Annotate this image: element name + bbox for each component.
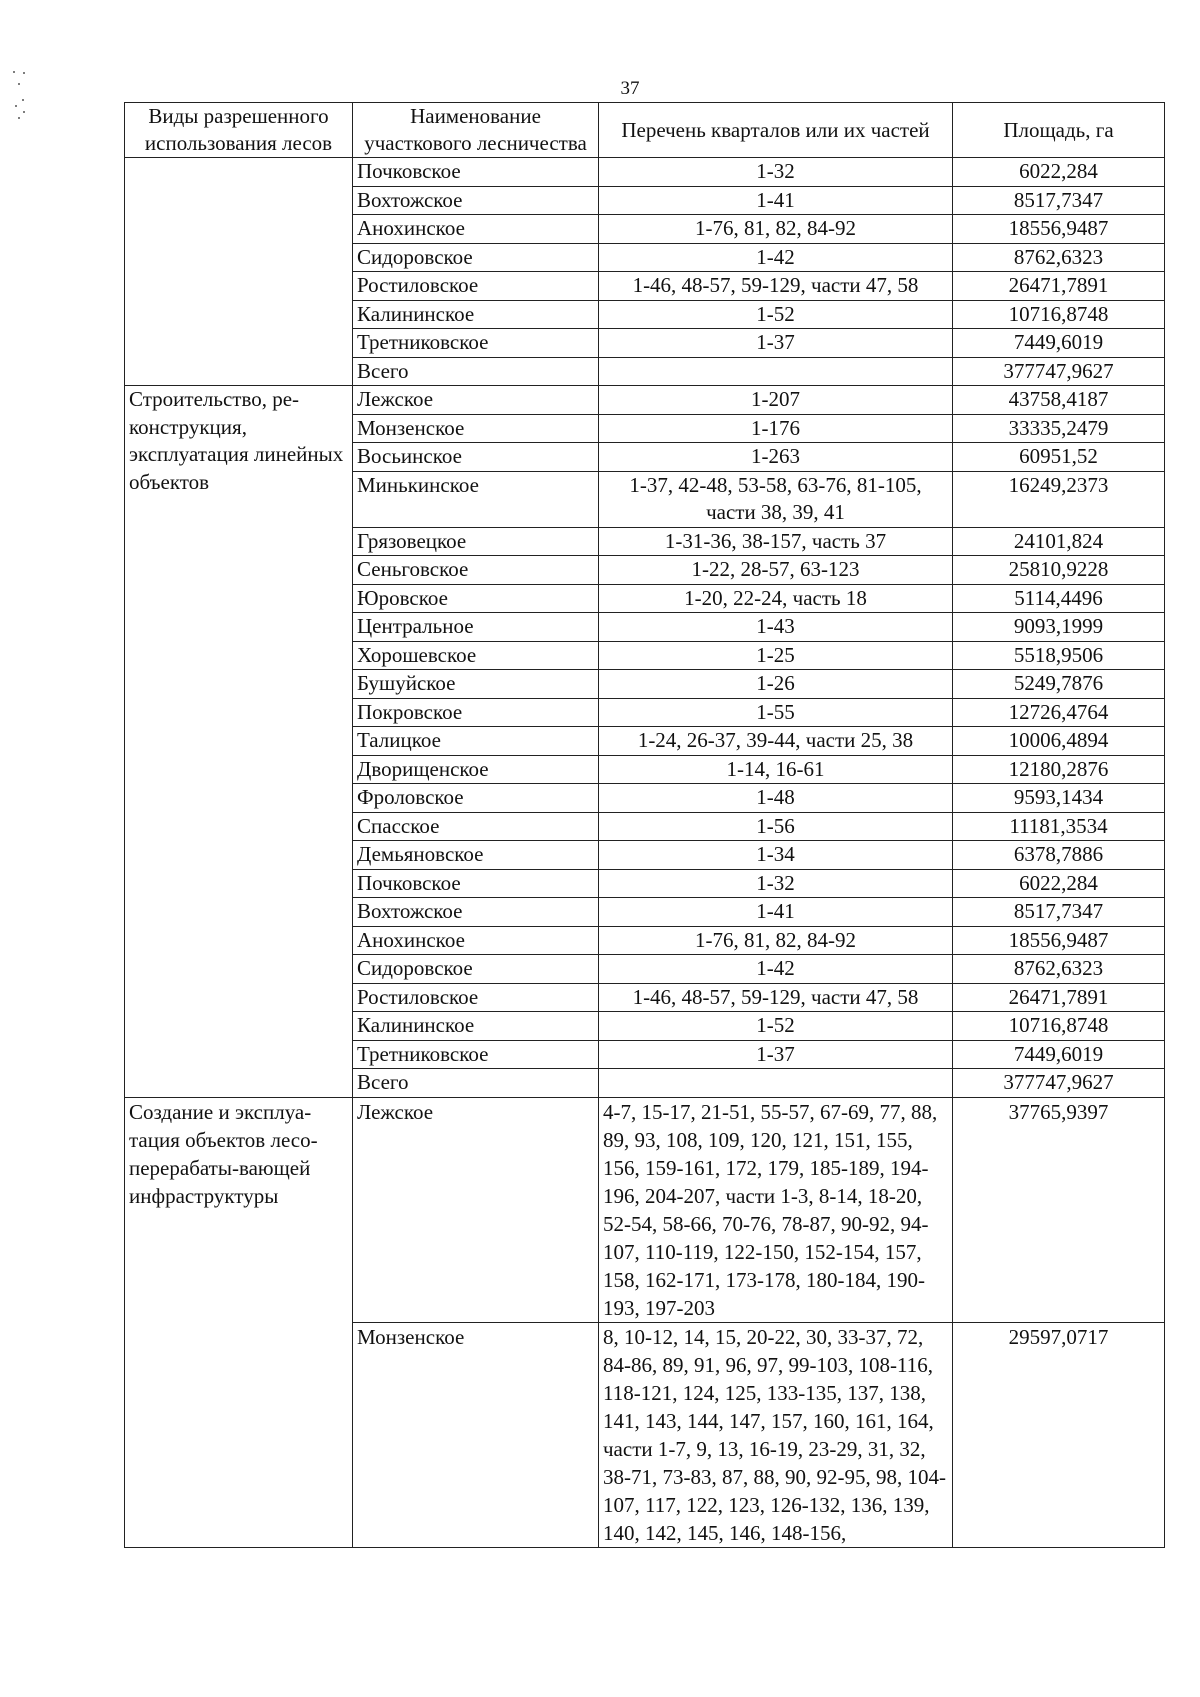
area-value: 8762,6323 [953,955,1165,984]
block-list: 1-52 [599,1012,953,1041]
block-list: 1-207 [599,386,953,415]
area-value: 11181,3534 [953,812,1165,841]
area-value: 377747,9627 [953,357,1165,386]
forestry-name: Почковское [353,158,599,187]
table-row [125,1097,1165,1322]
area-value: 6378,7886 [953,841,1165,870]
area-value: 9093,1999 [953,613,1165,642]
header-forestry: Наименование участкового лесничества [353,103,599,158]
page-number: 37 [620,78,640,99]
area-value: 12180,2876 [953,755,1165,784]
table-body [125,158,1165,1548]
forest-use-table [124,102,1165,1548]
block-list: 1-43 [599,613,953,642]
block-list [599,1069,953,1098]
block-list: 1-48 [599,784,953,813]
area-value: 6022,284 [953,869,1165,898]
forestry-name: Фроловское [353,784,599,813]
block-list: 1-25 [599,641,953,670]
forestry-name: Демьяновское [353,841,599,870]
block-list: 1-22, 28-57, 63-123 [599,556,953,585]
block-list: 1-46, 48-57, 59-129, части 47, 58 [599,983,953,1012]
area-value: 18556,9487 [953,926,1165,955]
area-value: 10716,8748 [953,1012,1165,1041]
forestry-name: Спасское [353,812,599,841]
header-use-type: Виды разрешенного использования лесов [125,103,353,158]
forestry-name: Вохтожское [353,898,599,927]
block-list: 1-41 [599,898,953,927]
forestry-name: Третниковское [353,1040,599,1069]
block-list: 1-56 [599,812,953,841]
block-list: 1-37 [599,329,953,358]
area-value: 26471,7891 [953,983,1165,1012]
forestry-name: Восьинское [353,443,599,472]
forestry-name: Центральное [353,613,599,642]
use-type-cell: Строительство, ре-конструкция, эксплуатация линейных объектов [125,386,353,1098]
area-value: 5249,7876 [953,670,1165,699]
block-list: 1-37, 42-48, 53-58, 63-76, 81-105, части 38, 39, 41 [599,471,953,527]
block-list: 1-42 [599,955,953,984]
block-list: 1-14, 16-61 [599,755,953,784]
area-value: 29597,0717 [953,1322,1165,1547]
block-list: 1-31-36, 38-157, часть 37 [599,527,953,556]
area-value: 6022,284 [953,158,1165,187]
area-value: 7449,6019 [953,329,1165,358]
area-value: 5518,9506 [953,641,1165,670]
block-list: 1-55 [599,698,953,727]
block-list: 1-37 [599,1040,953,1069]
area-value: 37765,9397 [953,1097,1165,1322]
forestry-name: Минькинское [353,471,599,527]
block-list: 1-32 [599,158,953,187]
area-value: 377747,9627 [953,1069,1165,1098]
forestry-name: Ростиловское [353,983,599,1012]
forestry-name: Бушуйское [353,670,599,699]
block-list: 1-46, 48-57, 59-129, части 47, 58 [599,272,953,301]
use-type-cell [125,158,353,386]
area-value: 43758,4187 [953,386,1165,415]
forestry-name: Монзенское [353,1322,599,1547]
area-value: 10716,8748 [953,300,1165,329]
area-value: 26471,7891 [953,272,1165,301]
forestry-name: Сидоровское [353,243,599,272]
block-list: 1-20, 22-24, часть 18 [599,584,953,613]
area-value: 24101,824 [953,527,1165,556]
forestry-name: Лежское [353,1097,599,1322]
block-list: 4-7, 15-17, 21-51, 55-57, 67-69, 77, 88, 89, 93, 108, 109, 120, 121, 151, 155, 156, 159-161, 172, 179, 185-189, 194-196, 204-207, части 1-3, 8-14, 18-20, 52-54, 58-66, 70-76, 78-87, 90-92, 94-107, 110-119, 122-150, 152-154, 157, 158, 162-171, 173-178, 180-184, 190-193, 197-203 [599,1097,953,1322]
forestry-name: Калининское [353,300,599,329]
block-list: 1-26 [599,670,953,699]
forestry-name: Калининское [353,1012,599,1041]
block-list: 1-52 [599,300,953,329]
forestry-name: Юровское [353,584,599,613]
table-row [125,158,1165,187]
forestry-name: Всего [353,1069,599,1098]
area-value: 9593,1434 [953,784,1165,813]
header-blocks: Перечень кварталов или их частей [599,103,953,158]
forestry-name: Анохинское [353,926,599,955]
area-value: 8517,7347 [953,898,1165,927]
forestry-name: Талицкое [353,727,599,756]
area-value: 33335,2479 [953,414,1165,443]
area-value: 10006,4894 [953,727,1165,756]
forestry-name: Ростиловское [353,272,599,301]
block-list: 1-32 [599,869,953,898]
block-list: 1-76, 81, 82, 84-92 [599,215,953,244]
area-value: 60951,52 [953,443,1165,472]
block-list: 1-42 [599,243,953,272]
forestry-name: Всего [353,357,599,386]
area-value: 7449,6019 [953,1040,1165,1069]
forestry-name: Сидоровское [353,955,599,984]
area-value: 18556,9487 [953,215,1165,244]
forestry-name: Третниковское [353,329,599,358]
block-list: 1-76, 81, 82, 84-92 [599,926,953,955]
forestry-name: Дворищенское [353,755,599,784]
header-area: Площадь, га [953,103,1165,158]
block-list: 1-41 [599,186,953,215]
table-header-row [125,103,1165,158]
area-value: 12726,4764 [953,698,1165,727]
forestry-name: Монзенское [353,414,599,443]
area-value: 8762,6323 [953,243,1165,272]
forestry-name: Хорошевское [353,641,599,670]
area-value: 25810,9228 [953,556,1165,585]
scan-specks [10,70,40,140]
forestry-name: Вохтожское [353,186,599,215]
block-list: 1-176 [599,414,953,443]
forestry-name: Грязовецкое [353,527,599,556]
area-value: 5114,4496 [953,584,1165,613]
block-list: 8, 10-12, 14, 15, 20-22, 30, 33-37, 72, 84-86, 89, 91, 96, 97, 99-103, 108-116, 118-121, 124, 125, 133-135, 137, 138, 141, 143, 144, 147, 157, 160, 161, 164, части 1-7, 9, 13, 16-19, 23-29, 31, 32, 38-71, 73-83, 87, 88, 90, 92-95, 98, 104-107, 117, 122, 123, 126-132, 136, 139, 140, 142, 145, 146, 148-156, [599,1322,953,1547]
forestry-name: Анохинское [353,215,599,244]
area-value: 16249,2373 [953,471,1165,527]
block-list: 1-263 [599,443,953,472]
block-list: 1-34 [599,841,953,870]
block-list [599,357,953,386]
table-row [125,386,1165,415]
forestry-name: Почковское [353,869,599,898]
use-type-cell: Создание и эксплуа-тация объектов лесо-перерабаты-вающей инфраструктуры [125,1097,353,1547]
forestry-name: Сеньговское [353,556,599,585]
area-value: 8517,7347 [953,186,1165,215]
forestry-name: Покровское [353,698,599,727]
block-list: 1-24, 26-37, 39-44, части 25, 38 [599,727,953,756]
forestry-name: Лежское [353,386,599,415]
